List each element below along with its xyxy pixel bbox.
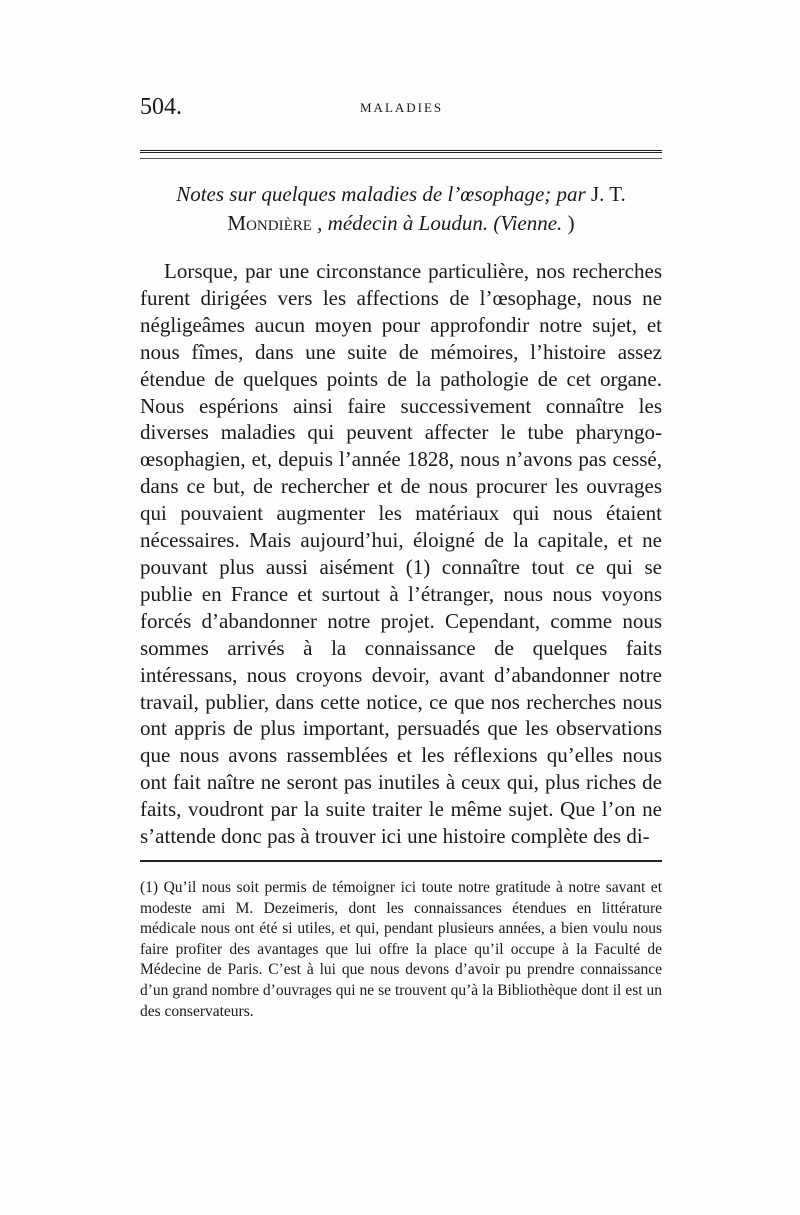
heading-place: Vienne. [500,211,563,235]
header-double-rule [140,150,662,155]
article-heading [140,180,662,238]
heading-affiliation: , médecin à Loudun. ( [311,211,501,235]
header-thin-rule [140,158,662,159]
page-number: 504. [140,94,182,120]
footnote-rule [140,860,662,862]
heading-title: Notes sur quelques maladies de l’œsophage; par [176,182,586,206]
footnote: (1) Qu’il nous soit permis de témoigner ici toute notre gratitude à notre savant et modeste ami M. Dezeimeris, dont les connaissances étendues en littérature médicale nous ont été si utiles, et qui, pendant plusieurs années, a bien voulu nous faire profiter des avantages que lui offre la place qu’il occupe à la Faculté de Médecine de Paris. C’est à lui que nous devons d’avoir pu prendre connaissance d’un grand nombre d’ouvrages qui ne se trouvent qu’à la Bibliothèque dont il est un des conservateurs. [140,879,662,1020]
heading-author-name: Mondière [227,211,312,235]
running-title: MALADIES [360,100,444,115]
body-paragraph: Lorsque, par une circonstance particulière, nos recherches furent dirigées vers les affections de l’œsophage, nous ne négligeâmes aucun moyen pour approfondir notre sujet, et nous fîmes, dans une suite de mémoires, l’histoire assez étendue de quelques points de la pathologie de cet organe. Nous espérions ainsi faire successivement connaître les diverses maladies qui peuvent affecter le tube pharyngo-œsophagien, et, depuis l’année 1828, nous n’avons pas cessé, dans ce but, de rechercher et de nous procurer les ouvrages qui pouvaient augmenter les matériaux qui nous étaient nécessaires. Mais aujourd’hui, éloigné de la capitale, et ne pouvant plus aussi aisément (1) connaître tout ce qui se publie en France et surtout à l’étranger, nous nous voyons forcés d’abandonner notre projet. Cependant, comme nous sommes arrivés à la connaissance de quelques faits intéressans, nous croyons devoir, avant d’abandonner notre travail, publier, dans cette notice, ce que nos recherches nous ont appris de plus important, persuadés que les observations que nous avons rassemblées et les réflexions qu’elles nous ont fait naître ne seront pas inutiles à ceux qui, plus riches de faits, voudront par la suite traiter le même sujet. Que l’on ne s’attende donc pas à trouver ici une histoire complète des di- [140,259,662,849]
heading-author-initials: J. T. [585,182,626,206]
heading-close-paren: ) [562,211,575,235]
running-head [140,92,662,122]
